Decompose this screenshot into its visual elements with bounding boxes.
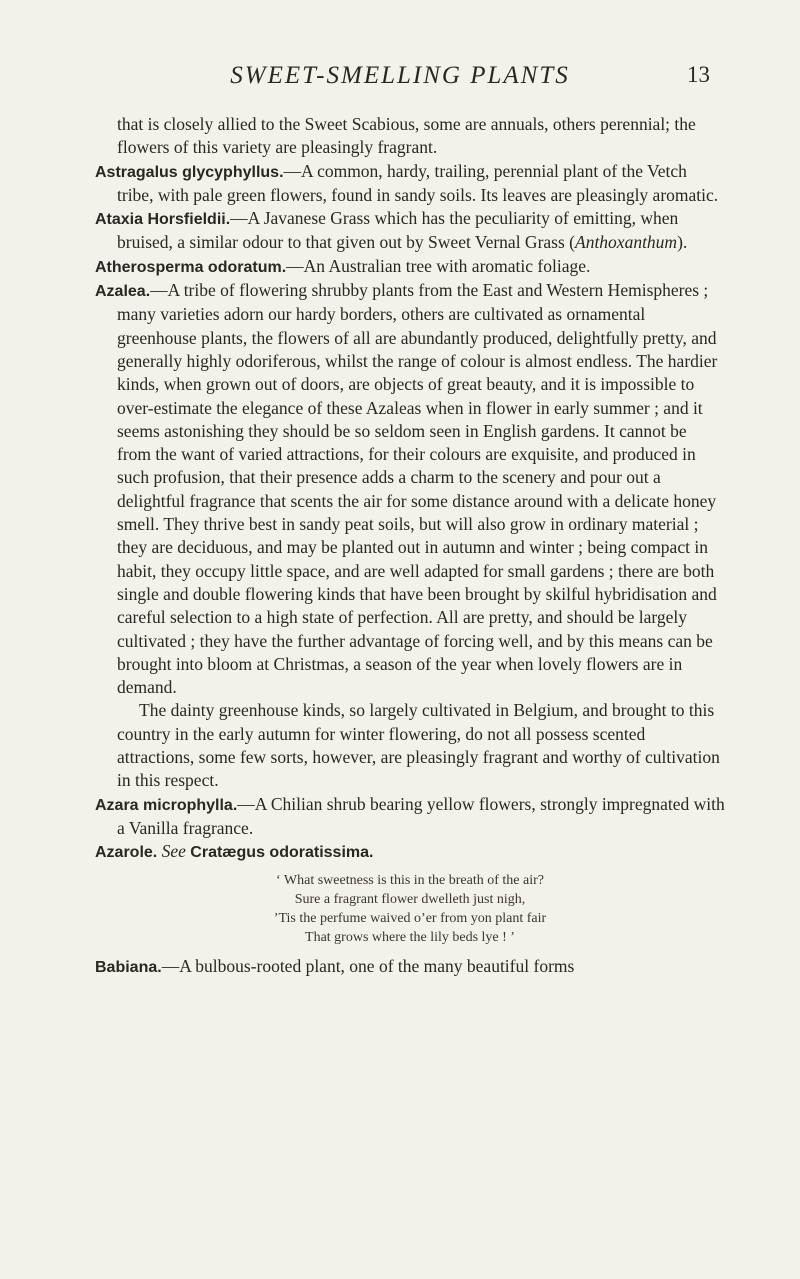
entry-term: Azarole. [95,844,158,862]
italic-name: Anthoxanthum [575,232,678,253]
poem-line: Sure a fragrant flower dwelleth just nigh, [294,891,526,907]
entry-text: —A tribe of flowering shrubby plants from the East and Western Hemispheres ; many varieties adorn our hardy borders, others are cultivated as ornamental greenhouse plants, the flowers of all are abundantly produced, delightfully pretty, and generally highly odoriferous, whilst the range of colour is almost endless. The hardier kinds, when grown out of doors, are objects of great beauty, and it is impossible to over-estimate the elegance of these Azaleas when in flower in early summer ; and it seems astonishing they should be so seldom seen in English gardens. It cannot be from the want of varied attractions, for their colours are exquisite, and produced in such profusion, that their presence adds a charm to the scenery and pour out a delightful fragrance that scents the air for some distance around with a delicate honey smell. They thrive best in sandy peat soils, but will also grow in ordinary material ; they are deciduous, and may be planted out in autumn and winter ; being compact in habit, they occupy little space, and are well adapted for small gardens ; there are both single and double flowering kinds that have been brought by skilful hybridisation and careful selection to a high state of perfection. All are pretty, and should be largely cultivated ; they have the further advantage of forcing well, and by this means can be brought into bloom at Christmas, a season of the year when lovely flowers are in demand. [117,280,718,698]
entry-astragalus [95,160,725,208]
entry-text: —A common, hardy, trailing, perennial plant of the Vetch tribe, with pale green flowers, found in sandy soils. Its leaves are pleasingly aromatic. [117,160,719,205]
entry-term: Ataxia Horsfieldii. [95,211,231,229]
running-head [0,62,800,96]
see-reference: See [161,841,186,862]
entry-text: —An Australian tree with aromatic foliage. [286,255,591,276]
entry-atherosperma [95,255,725,279]
poem-quotation [95,871,725,947]
poem-line: That grows where the lily beds lye ! ’ [305,929,515,945]
continued-paragraph: that is closely allied to the Sweet Scabious, some are annuals, others perennial; the flowers of this variety are pleasingly fragrant. [117,114,696,158]
entry-azara [95,793,725,841]
entry-term: Atherosperma odoratum. [95,258,287,276]
entry-azalea [95,279,725,699]
entry-text: —A bulbous-rooted plant, one of the many beautiful forms [161,955,575,976]
running-title: SWEET-SMELLING PLANTS [230,62,570,89]
entry-term: Azara microphylla. [95,796,238,814]
entry-azarole [95,840,725,864]
page-number: 13 [687,62,710,87]
entry-text: —A Chilian shrub bearing yellow flowers, strongly impregnated with a Vanilla fragrance. [117,793,725,838]
entry-babiana [95,955,725,979]
entry-ataxia: Ataxia Horsfieldii.—A Javanese Grass which has the peculiarity of emitting, when bruised, a similar odour to that given out by Sweet Vernal Grass (Anthoxanthum). [95,208,688,253]
body-text [95,113,725,979]
entry-term: Azalea. [95,283,151,301]
poem-line: ’Tis the perfume waived o’er from yon plant fair [273,910,547,926]
entry-term: Babiana. [95,958,162,976]
azalea-paragraph-2: The dainty greenhouse kinds, so largely cultivated in Belgium, and brought to this country in the early autumn for winter flowering, do not all possess scented attractions, some few sorts, however, are pleasingly fragrant and worthy of cultivation in this respect. [117,700,720,791]
cross-reference: Cratægus odoratissima. [190,844,374,862]
entry-term: Astragalus glycyphyllus. [95,163,284,181]
poem-line: ‘ What sweetness is this in the breath of the air? [276,872,544,888]
entry-text: —A Javanese Grass which has the peculiarity of emitting, when bruised, a similar odour to that given out by Sweet Vernal Grass ( [117,208,679,253]
